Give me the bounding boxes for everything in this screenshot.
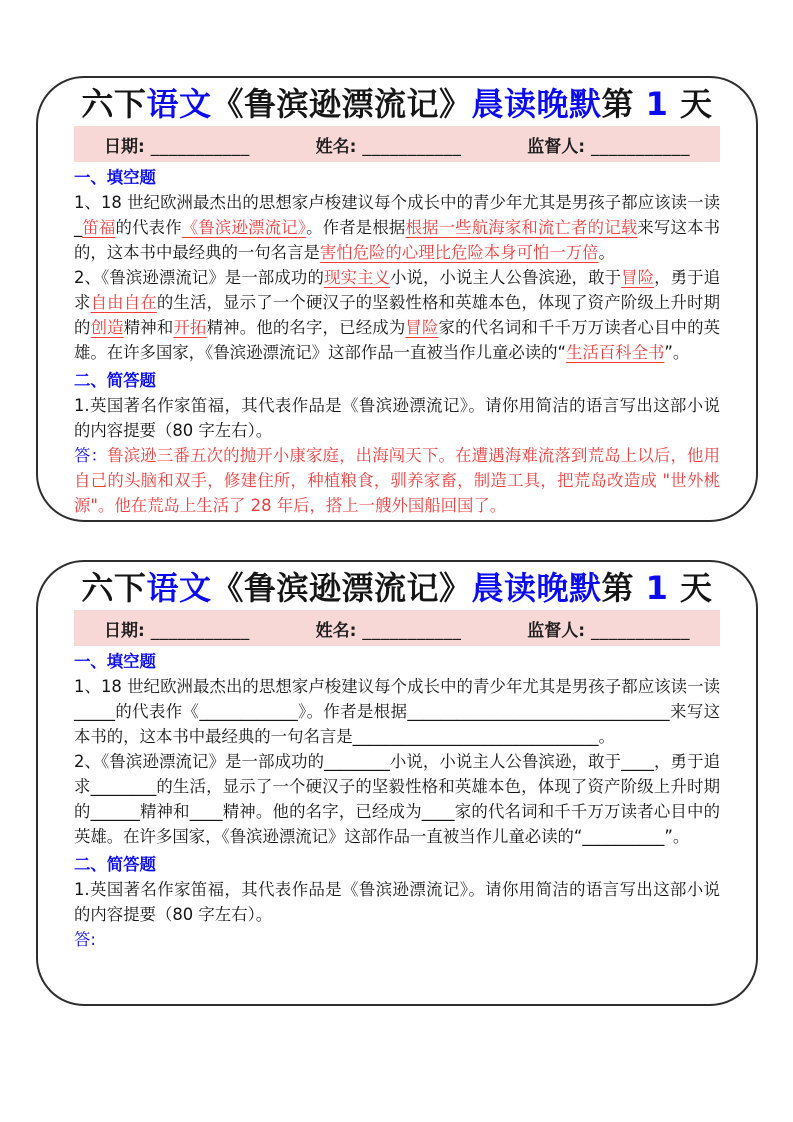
date-blank: ___________ xyxy=(150,620,250,641)
supervisor-blank: ___________ xyxy=(590,620,690,641)
short-answer-question: 1.英国著名作家笛福，其代表作品是《鲁滨逊漂流记》。请你用简洁的语言写出这部小说的内容提要（80 字左右）。 xyxy=(74,880,720,924)
fill-in-question-1: 1、18 世纪欧洲最杰出的思想家卢梭建议每个成长中的青少年尤其是男孩子都应该读一读_笛福的代表作《鲁滨逊漂流记》。作者是根据根据一些航海家和流亡者的记载来写这本书的，这本书中最经典的一句名言是害怕危险的心理比危险本身可怕一万倍。 xyxy=(74,193,721,262)
supervisor-field xyxy=(527,132,690,157)
name-blank: ___________ xyxy=(362,620,462,641)
supervisor-field xyxy=(527,616,690,641)
section-heading-short-answer: 二、简答题 xyxy=(74,855,156,874)
fill-in-question-1: 1、18 世纪欧洲最杰出的思想家卢梭建议每个成长中的青少年尤其是男孩子都应该读一读_____的代表作《____________》。作者是根据________________________________来写这本书的，这本书中最经典的一句名言是______________________________。 xyxy=(74,677,720,746)
name-label: 姓名: xyxy=(315,620,357,641)
short-answer-response: 答: xyxy=(74,930,96,949)
name-label: 姓名: xyxy=(315,136,357,157)
section-heading-short-answer: 二、简答题 xyxy=(74,371,156,390)
date-field xyxy=(104,132,250,157)
section-heading-fill-in: 一、填空题 xyxy=(74,168,156,187)
section-heading-fill-in: 一、填空题 xyxy=(74,652,156,671)
supervisor-blank: ___________ xyxy=(590,136,690,157)
date-blank: ___________ xyxy=(150,136,250,157)
card-title: 六下语文《鲁滨逊漂流记》晨读晚默第 1 天 xyxy=(81,569,713,607)
fill-in-question-2: 2、《鲁滨逊漂流记》是一部成功的现实主义小说，小说主人公鲁滨逊，敢于冒险，勇于追求自由自在的生活，显示了一个硬汉子的坚毅性格和英雄本色，体现了资产阶级上升时期的创造精神和开拓精神。他的名字，已经成为冒险家的代名词和千千万万读者心目中的英雄。在许多国家，《鲁滨逊漂流记》这部作品一直被当作儿童必读的“生活百科全书”。 xyxy=(74,268,721,362)
meta-bar xyxy=(74,126,720,162)
worksheet-card-blank xyxy=(36,560,758,1006)
supervisor-label: 监督人: xyxy=(527,620,586,641)
fill-in-question-2: 2、《鲁滨逊漂流记》是一部成功的________小说，小说主人公鲁滨逊，敢于____，勇于追求________的生活，显示了一个硬汉子的坚毅性格和英雄本色，体现了资产阶级上升时期的______精神和____精神。他的名字，已经成为____家的代名词和千千万万读者心目中的英雄。在许多国家，《鲁滨逊漂流记》这部作品一直被当作儿童必读的“__________”。 xyxy=(74,752,720,846)
date-label: 日期: xyxy=(104,620,145,641)
name-blank: ___________ xyxy=(362,136,462,157)
meta-bar xyxy=(74,610,720,646)
date-label: 日期: xyxy=(104,136,145,157)
short-answer-response: 答：鲁滨逊三番五次的抛开小康家庭，出海闯天下。在遭遇海难流落到荒岛上以后，他用自己的头脑和双手，修建住所，种植粮食，驯养家畜，制造工具，把荒岛改造成 "世外桃源"。他在荒岛上生活了 28 年后，搭上一艘外国船回国了。 xyxy=(74,446,721,515)
card-title: 六下语文《鲁滨逊漂流记》晨读晚默第 1 天 xyxy=(81,85,713,123)
short-answer-question: 1.英国著名作家笛福，其代表作品是《鲁滨逊漂流记》。请你用简洁的语言写出这部小说的内容提要（80 字左右）。 xyxy=(74,396,720,440)
name-field xyxy=(316,132,462,157)
supervisor-label: 监督人: xyxy=(527,136,586,157)
date-field xyxy=(104,616,250,641)
name-field xyxy=(316,616,462,641)
worksheet-card-answered xyxy=(36,76,758,522)
